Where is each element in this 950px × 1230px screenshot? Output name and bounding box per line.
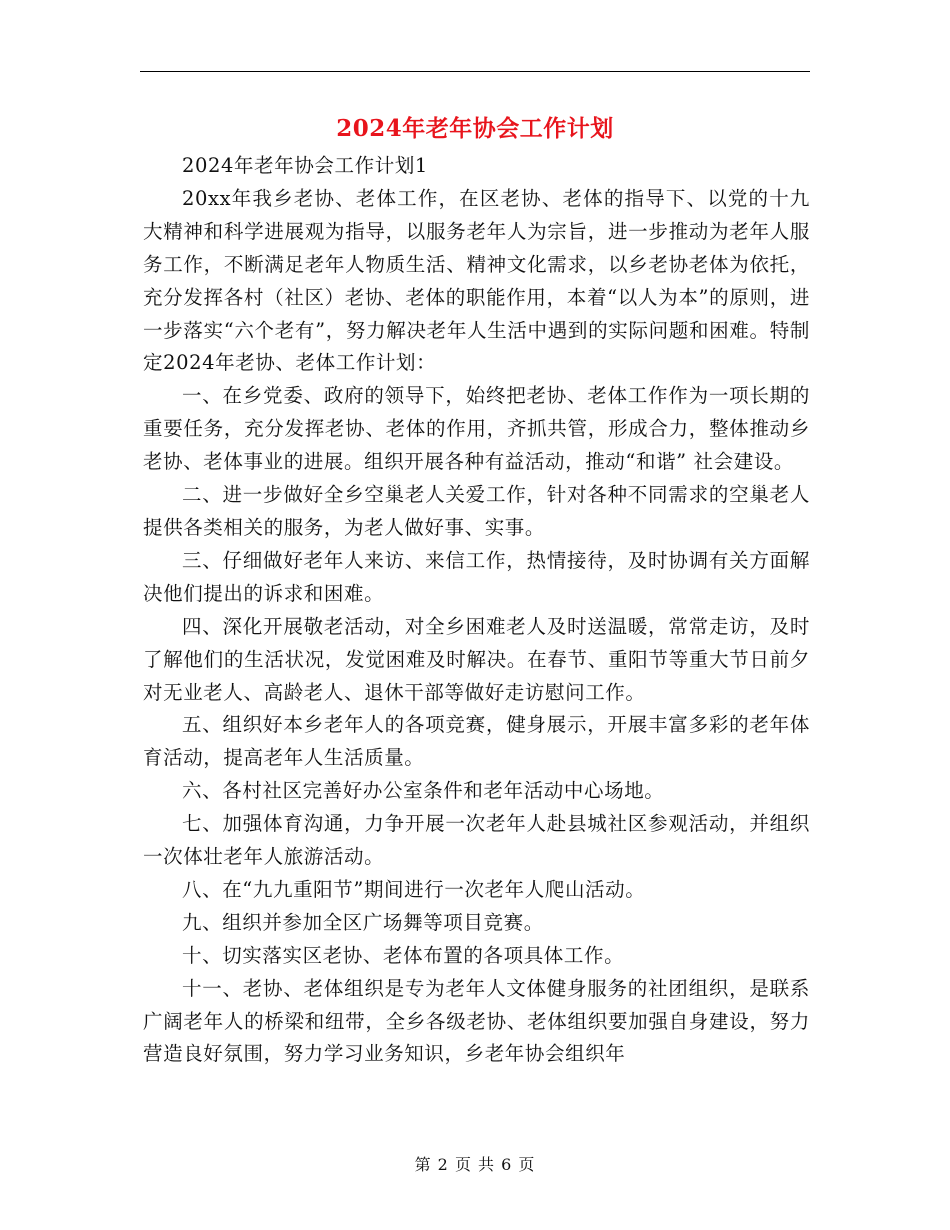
paragraph-intro: 20xx年我乡老协、老体工作，在区老协、老体的指导下、以党的十九大精神和科学进展观为指导，以服务老年人为宗旨，进一步推动为老年人服务工作，不断满足老年人物质生活、精神文化需求，以乡老协老体为依托，充分发挥各村（社区）老协、老体的职能作用，本着“以人为本”的原则，进一步落实“六个老有”，努力解决老年人生活中遇到的实际问题和困难。特制定2024年老协、老体工作计划： bbox=[143, 186, 810, 375]
paragraph-item-4: 四、深化开展敬老活动，对全乡困难老人及时送温暖，常常走访，及时了解他们的生活状况，发觉困难及时解决。在春节、重阳节等重大节日前夕对无业老人、高龄老人、退休干部等做好走访慰问工作。 bbox=[143, 614, 810, 704]
paragraph-item-3: 三、仔细做好老年人来访、来信工作，热情接待，及时协调有关方面解决他们提出的诉求和困难。 bbox=[143, 548, 810, 605]
section-heading: 2024年老年协会工作计划1 bbox=[182, 154, 428, 177]
document-body bbox=[143, 150, 810, 1071]
paragraph-item-6: 六、各村社区完善好办公室条件和老年活动中心场地。 bbox=[182, 779, 665, 803]
document-title: 2024年老年协会工作计划 bbox=[336, 115, 614, 142]
paragraph-item-5: 五、组织好本乡老年人的各项竞赛，健身展示，开展丰富多彩的老年体育活动，提高老年人生活质量。 bbox=[143, 713, 810, 770]
paragraph-item-9: 九、组织并参加全区广场舞等项目竞赛。 bbox=[182, 910, 544, 934]
paragraph-item-2: 二、进一步做好全乡空巢老人关爱工作，针对各种不同需求的空巢老人提供各类相关的服务，为老人做好事、实事。 bbox=[143, 483, 810, 539]
paragraph-item-7: 七、加强体育沟通，力争开展一次老年人赴县城社区参观活动，并组织一次体壮老年人旅游活动。 bbox=[143, 812, 810, 869]
header-rule bbox=[140, 71, 810, 72]
paragraph-item-1: 一、在乡党委、政府的领导下，始终把老协、老体工作作为一项长期的重要任务，充分发挥老协、老体的作用，齐抓共管，形成合力，整体推动乡老协、老体事业的进展。组织开展各种有益活动，推动“和谐” 社会建设。 bbox=[143, 384, 810, 474]
page-number-footer: 第 2 页 共 6 页 bbox=[414, 1155, 536, 1174]
paragraph-item-11: 十一、老协、老体组织是专为老年人文体健身服务的社团组织，是联系广阔老年人的桥梁和纽带，全乡各级老协、老体组织要加强自身建设，努力营造良好氛围，努力学习业务知识，乡老年协会组织年 bbox=[143, 976, 810, 1066]
paragraph-item-10: 十、切实落实区老协、老体布置的各项具体工作。 bbox=[182, 943, 625, 967]
paragraph-item-8: 八、在“九九重阳节”期间进行一次老年人爬山活动。 bbox=[182, 877, 646, 901]
